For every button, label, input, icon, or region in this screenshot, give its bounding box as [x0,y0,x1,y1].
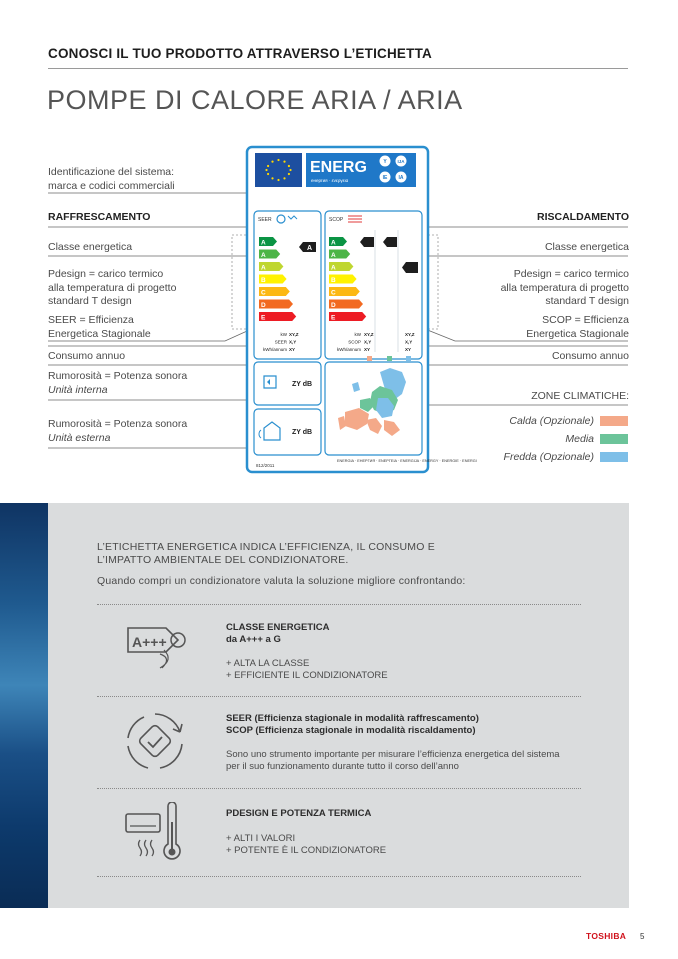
label-value: XY [405,347,412,352]
separator [97,876,581,877]
info-intro: L’ETICHETTA ENERGETICA INDICA L’EFFICIENZA, IL CONSUMO E L’IMPATTO AMBIENTALE DEL CONDIZIONATORE. [97,541,435,566]
heating-pdesign-label: Pdesign = carico termico alla temperatura di progetto standard T design [500,268,629,307]
class-bar-label: D [261,302,266,309]
label-value: SCOP [348,339,361,345]
class-bar-label: A [261,252,266,259]
block-seer-scop-title: SEER (Efficienza stagionale in modalità raffrescamento) SCOP (Efficienza stagionale in modalità riscaldamento) [226,713,479,736]
scop-label: SCOP = Efficienza Energetica Stagionale [526,314,629,340]
class-bar-label: D [331,302,336,309]
label-value: XY [364,347,371,352]
zone-marker-cold [406,356,411,361]
page-title: POMPE DI CALORE ARIA / ARIA [47,85,463,115]
climate-zone-cold-label: Fredda (Opzionale) [503,451,594,463]
label-value: SEER [274,339,287,345]
noise-indoor-value: ZY dB [292,381,313,388]
block-energy-class-title: CLASSE ENERGETICA da A+++ a G [226,622,330,645]
class-bar-label: E [331,314,336,322]
block-seer-scop-body: Sono uno strumento importante per misurare l’efficienza energetica del sistema per il suo funzionamento durante tutto il corso dell’anno [226,749,560,772]
label-value: kW [280,332,287,337]
block-energy-class-body: + ALTA LA CLASSE + EFFICIENTE IL CONDIZIONATORE [226,658,388,681]
toshiba-logo: TOSHIBA [586,931,627,941]
eu-flag-icon [255,153,302,187]
language-badge: Y [383,159,387,165]
label-value: X,Y [405,339,413,345]
noise-outdoor-label: Rumorosità = Potenza sonora Unità esterna [48,418,188,444]
seer-arrow-class: A [307,245,313,252]
seer-panel-label: SEER [258,217,272,223]
identification-label: Identificazione del sistema: marca e codici commerciali [48,166,175,192]
page-number: 5 [640,932,645,941]
energy-class-tag-icon [124,620,194,670]
cooling-consumption-label: Consumo annuo [48,350,126,362]
noise-indoor-label: Rumorosità = Potenza sonora Unità interna [48,370,188,396]
efficiency-cycle-icon [124,710,186,772]
block-pdesign-title: PDESIGN E POTENZA TERMICA [226,808,372,819]
climate-zones-title: ZONE CLIMATICHE: [531,390,629,402]
separator [97,604,581,605]
climate-zone-hot-label: Calda (Opzionale) [509,415,594,427]
class-bar-label: B [331,277,336,284]
class-bar-label: C [331,289,336,297]
section-header: CONOSCI IL TUO PRODOTTO ATTRAVERSO L’ETICHETTA [48,46,432,61]
info-intro-sub: Quando compri un condizionatore valuta la soluzione migliore confrontando: [97,575,466,587]
sea-photo-strip [0,503,48,908]
label-value: kW [354,332,361,337]
class-bar-label: A [331,239,336,247]
cooling-energy-class-label: Classe energetica [48,241,133,253]
class-bar-label: E [261,314,266,322]
cooling-section-title: RAFFRESCAMENTO [48,211,151,223]
separator [97,788,581,789]
zone-marker-hot [367,356,372,361]
label-value: XY [289,347,296,352]
class-bar-label: A [261,239,266,247]
class-bar-label: B [261,277,266,284]
label-value: kWh/annum [336,347,361,352]
noise-outdoor-value: ZY dB [292,429,313,436]
language-badge: IJA [397,159,405,164]
label-value: kWh/annum [262,347,287,352]
zone-marker-medium [387,356,392,361]
regulation-number: 812/2011 [256,463,275,468]
label-value: X,Y [364,339,372,345]
class-bar-label: A [331,264,336,272]
language-badge: IE [382,175,388,181]
tag-text: A+++ [132,634,167,650]
class-bar-label: A [331,252,336,259]
heating-energy-class-label: Classe energetica [544,241,629,253]
energ-subtitle: енергия · ενεργεια [311,178,349,183]
heating-section-title: RISCALDAMENTO [537,211,629,223]
label-value: XY,Z [405,332,415,337]
label-value: XY,Z [364,332,374,337]
energ-logo-text: ENERG [310,159,367,176]
label-value: X,Y [289,339,297,345]
card-footer-text: ENERGIA · ЕНЕРГИЯ · ΕΝΕΡΓΕΙΑ · ENERGIJA · ENERGY · ENERGIE · ENERGI [337,459,477,463]
energy-banner [255,153,416,187]
cooling-pdesign-label: Pdesign = carico termico alla temperatura di progetto standard T design [48,268,177,307]
class-bar-label: C [261,289,266,297]
heating-consumption-label: Consumo annuo [551,350,629,362]
seer-label: SEER = Efficienza Energetica Stagionale [48,314,151,340]
separator [97,696,581,697]
scop-panel-label: SCOP [329,217,344,223]
air-conditioner-thermometer-icon [124,802,186,864]
climate-zone-medium-label: Media [565,433,594,445]
label-value: XY,Z [289,332,299,337]
class-bar-label: A [261,264,266,272]
block-pdesign-body: + ALTI I VALORI + POTENTE È IL CONDIZIONATORE [226,833,387,856]
language-badge: IA [398,175,404,181]
